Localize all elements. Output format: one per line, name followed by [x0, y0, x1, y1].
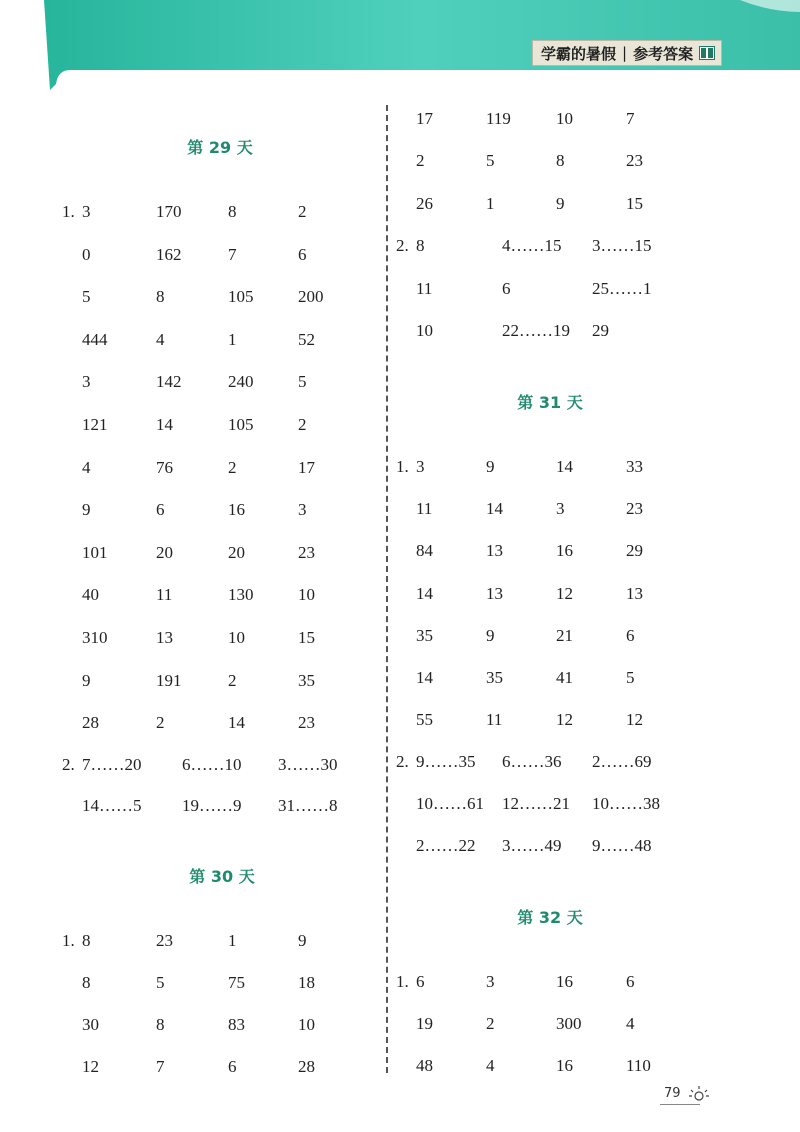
answer-cell: 23 [626, 151, 643, 170]
answer-cell: 10……38 [592, 794, 660, 813]
answer-cell: 2 [298, 202, 307, 221]
answer-cell: 28 [82, 713, 99, 732]
answer-cell: 14 [486, 499, 503, 518]
answer-cell: 20 [156, 543, 173, 562]
answer-cell: 10 [228, 628, 245, 647]
question-label: 2. [396, 236, 409, 255]
answer-cell: 13 [486, 584, 503, 603]
answer-cell: 3……49 [502, 836, 562, 855]
answer-cell: 200 [298, 287, 324, 306]
answer-cell: 2 [228, 458, 237, 477]
answer-cell: 3 [298, 500, 307, 519]
answer-cell: 3 [82, 202, 91, 221]
answer-cell: 10……61 [416, 794, 484, 813]
answer-cell: 2 [298, 415, 307, 434]
book-title: 学霸的暑假 [541, 44, 617, 63]
answer-cell: 52 [298, 330, 315, 349]
answer-cell: 4 [626, 1014, 635, 1033]
answer-cell: 10 [298, 585, 315, 604]
answer-cell: 5 [82, 287, 91, 306]
answer-cell: 8 [228, 202, 237, 221]
answer-cell: 8 [82, 973, 91, 992]
answer-cell: 121 [82, 415, 108, 434]
answer-cell: 83 [228, 1015, 245, 1034]
answer-cell: 8 [156, 1015, 165, 1034]
answer-cell: 11 [416, 499, 433, 518]
answer-cell: 5 [298, 372, 307, 391]
page-number-rule [660, 1104, 700, 1105]
answer-cell: 23 [298, 713, 315, 732]
answer-cell: 76 [156, 458, 173, 477]
answer-cell: 8 [416, 236, 425, 255]
question-label: 2. [62, 755, 75, 774]
answer-cell: 16 [228, 500, 245, 519]
answer-cell: 6 [502, 279, 511, 298]
answer-cell: 75 [228, 973, 245, 992]
answer-cell: 6……36 [502, 752, 562, 771]
answer-cell: 4……15 [502, 236, 562, 255]
answer-cell: 2……69 [592, 752, 652, 771]
question-label: 1. [396, 457, 409, 476]
answer-cell: 13 [156, 628, 173, 647]
answer-cell: 1 [486, 194, 495, 213]
answer-cell: 110 [626, 1056, 651, 1075]
answer-cell: 14 [416, 584, 433, 603]
answer-cell: 7 [626, 109, 635, 128]
answer-cell: 3 [556, 499, 565, 518]
answer-cell: 8 [82, 931, 91, 950]
answer-cell: 9 [486, 457, 495, 476]
book-icon [699, 46, 715, 60]
answer-cell: 8 [556, 151, 565, 170]
answer-cell: 6 [228, 1057, 237, 1076]
answer-cell: 105 [228, 415, 254, 434]
answer-cell: 9 [556, 194, 565, 213]
answer-cell: 23 [156, 931, 173, 950]
answer-cell: 1 [228, 931, 237, 950]
answer-cell: 23 [626, 499, 643, 518]
answer-cell: 21 [556, 626, 573, 645]
answer-cell: 23 [298, 543, 315, 562]
answer-cell: 14 [156, 415, 173, 434]
answer-cell: 310 [82, 628, 108, 647]
answer-cell: 26 [416, 194, 433, 213]
answer-cell: 12 [626, 710, 643, 729]
answer-cell: 3 [416, 457, 425, 476]
answer-cell: 14 [556, 457, 573, 476]
answer-cell: 18 [298, 973, 315, 992]
answer-cell: 162 [156, 245, 182, 264]
answer-cell: 19……9 [182, 796, 242, 815]
answer-cell: 3……30 [278, 755, 338, 774]
day-title: 第 30 天 [189, 867, 255, 886]
answer-cell: 7 [228, 245, 237, 264]
answer-cell: 5 [486, 151, 495, 170]
answer-cell: 105 [228, 287, 254, 306]
answer-cell: 55 [416, 710, 433, 729]
answer-cell: 4 [82, 458, 91, 477]
answer-cell: 6 [626, 626, 635, 645]
answer-cell: 13 [626, 584, 643, 603]
answer-cell: 191 [156, 671, 182, 690]
answer-cell: 16 [556, 541, 573, 560]
answer-cell: 2 [228, 671, 237, 690]
answer-cell: 31……8 [278, 796, 338, 815]
answer-cell: 3……15 [592, 236, 652, 255]
answer-cell: 12……21 [502, 794, 570, 813]
answer-cell: 15 [626, 194, 643, 213]
answer-cell: 101 [82, 543, 108, 562]
answer-cell: 1 [228, 330, 237, 349]
answer-cell: 28 [298, 1057, 315, 1076]
section-title: 参考答案 [633, 44, 694, 63]
answer-cell: 40 [82, 585, 99, 604]
column-divider [386, 105, 388, 1073]
answer-cell: 35 [486, 668, 503, 687]
answer-cell: 3 [486, 972, 495, 991]
answer-cell: 10 [556, 109, 573, 128]
answer-cell: 19 [416, 1014, 433, 1033]
answer-cell: 17 [416, 109, 433, 128]
answer-cell: 2 [416, 151, 425, 170]
answer-cell: 6 [156, 500, 165, 519]
answer-cell: 240 [228, 372, 254, 391]
answer-cell: 6 [416, 972, 425, 991]
answer-cell: 84 [416, 541, 433, 560]
answer-cell: 7……20 [82, 755, 142, 774]
answer-cell: 444 [82, 330, 108, 349]
answer-cell: 15 [298, 628, 315, 647]
answer-cell: 9 [486, 626, 495, 645]
question-label: 1. [62, 202, 75, 221]
answer-cell: 41 [556, 668, 573, 687]
answer-cell: 11 [156, 585, 173, 604]
answer-cell: 11 [416, 279, 433, 298]
answer-cell: 35 [416, 626, 433, 645]
answer-cell: 6 [626, 972, 635, 991]
question-label: 1. [396, 972, 409, 991]
answer-cell: 10 [298, 1015, 315, 1034]
answer-cell: 17 [298, 458, 315, 477]
answer-cell: 14 [416, 668, 433, 687]
answer-cell: 8 [156, 287, 165, 306]
answer-cell: 9 [298, 931, 307, 950]
answer-cell: 10 [416, 321, 433, 340]
answer-cell: 6 [298, 245, 307, 264]
answer-cell: 170 [156, 202, 182, 221]
question-label: 1. [62, 931, 75, 950]
answer-cell: 5 [626, 668, 635, 687]
answer-cell: 4 [486, 1056, 495, 1075]
answer-cell: 2……22 [416, 836, 476, 855]
page-number [664, 1084, 711, 1102]
answer-cell: 20 [228, 543, 245, 562]
answer-cell: 22……19 [502, 321, 570, 340]
answer-cell: 9……35 [416, 752, 476, 771]
answer-cell: 2 [486, 1014, 495, 1033]
answer-cell: 14……5 [82, 796, 142, 815]
answer-cell: 12 [556, 584, 573, 603]
answer-cell: 4 [156, 330, 165, 349]
answer-cell: 12 [556, 710, 573, 729]
answer-cell: 33 [626, 457, 643, 476]
answer-cell: 6……10 [182, 755, 242, 774]
answer-cell: 48 [416, 1056, 433, 1075]
answer-cell: 29 [626, 541, 643, 560]
question-label: 2. [396, 752, 409, 771]
answer-cell: 11 [486, 710, 503, 729]
answer-cell: 5 [156, 973, 165, 992]
answer-cell: 14 [228, 713, 245, 732]
answer-cell: 300 [556, 1014, 582, 1033]
answer-cell: 7 [156, 1057, 165, 1076]
answer-cell: 25……1 [592, 279, 652, 298]
day-title: 第 31 天 [517, 393, 583, 412]
answer-cell: 13 [486, 541, 503, 560]
answer-cell: 3 [82, 372, 91, 391]
answer-cell: 119 [486, 109, 511, 128]
page-number-text: 79 [664, 1085, 681, 1101]
answer-cell: 0 [82, 245, 91, 264]
answer-cell: 30 [82, 1015, 99, 1034]
answer-cell: 9……48 [592, 836, 652, 855]
sun-icon [687, 1084, 711, 1102]
answer-cell: 2 [156, 713, 165, 732]
badge-separator: | [622, 44, 628, 62]
answer-cell: 16 [556, 972, 573, 991]
answer-cell: 35 [298, 671, 315, 690]
answer-cell: 16 [556, 1056, 573, 1075]
answer-cell: 29 [592, 321, 609, 340]
header-badge [532, 40, 722, 66]
answer-cell: 130 [228, 585, 254, 604]
answer-cell: 9 [82, 671, 91, 690]
answer-cell: 142 [156, 372, 182, 391]
day-title: 第 29 天 [187, 138, 253, 157]
answer-cell: 9 [82, 500, 91, 519]
answer-cell: 12 [82, 1057, 99, 1076]
day-title: 第 32 天 [517, 908, 583, 927]
